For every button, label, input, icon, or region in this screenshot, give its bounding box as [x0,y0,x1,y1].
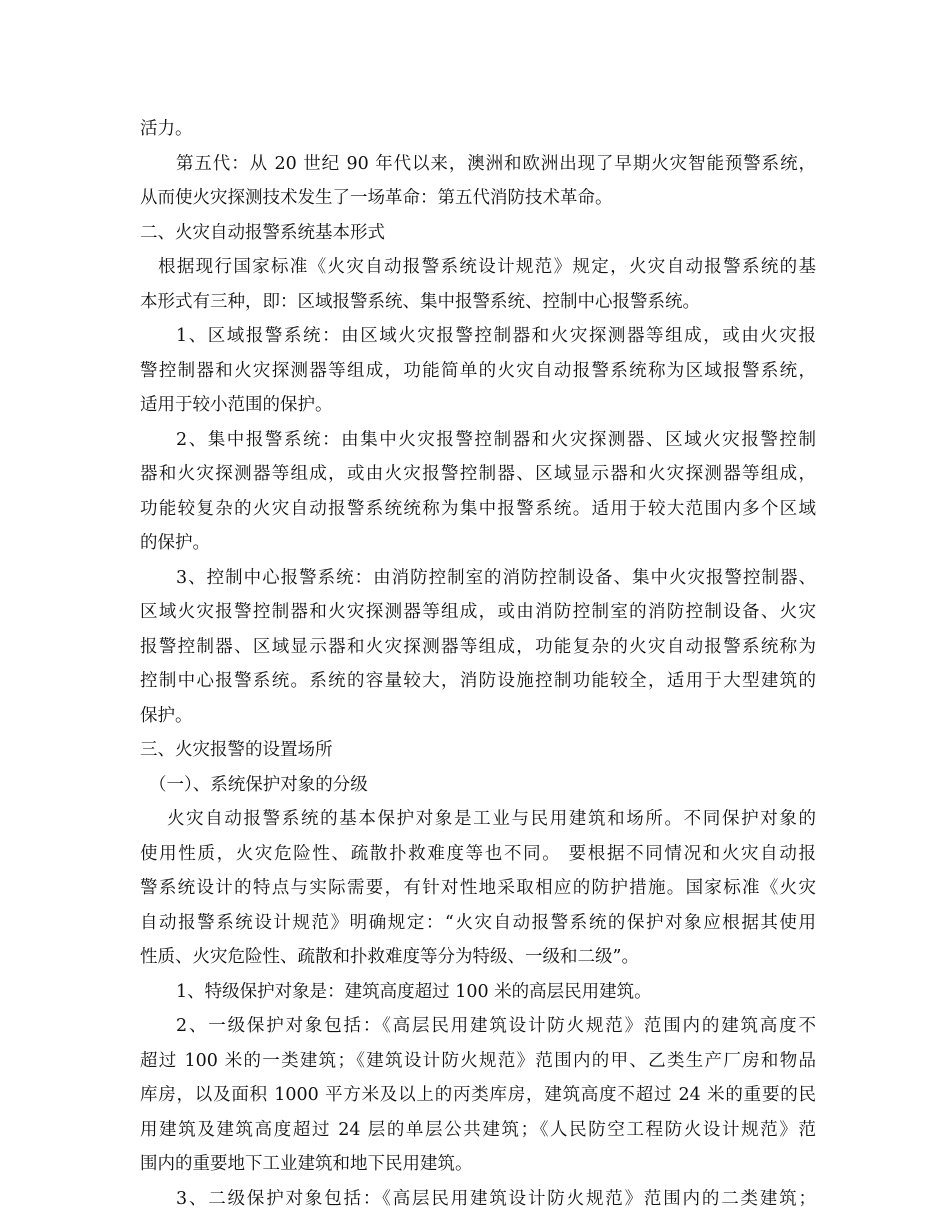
text-line: 3、二级保护对象包括：《高层民用建筑设计防火规范》范围内的二类建筑； [176,1188,816,1209]
text-line: 器和火灾探测器等组成，或由火灾报警控制器、区域显示器和火灾探测器等组成， [140,464,816,484]
text-line: 活力。 [140,119,193,139]
text-line: 区域火灾报警控制器和火灾探测器等组成，或由消防控制室的消防控制设备、火灾 [140,602,816,622]
text-line: 保护。 [140,705,193,726]
text-line: 1、区域报警系统：由区域火灾报警控制器和火灾探测器等组成，或由火灾报 [176,326,816,346]
text-line: 警系统设计的特点与实际需要，有针对性地采取相应的防护措施。国家标准《火灾 [140,878,816,898]
text-line: 报警控制器、区域显示器和火灾探测器等组成，功能复杂的火灾自动报警系统称为 [140,636,816,657]
text-line: 适用于较小范围的保护。 [140,395,333,415]
text-line: 自动报警系统设计规范》明确规定：“火灾自动报警系统的保护对象应根据其使用 [140,912,816,933]
document-body [140,112,816,1216]
text-line: 库房，以及面积 1000 平方米及以上的丙类库房，建筑高度不超过 24 米的重要的民 [140,1085,816,1105]
text-line: 1、特级保护对象是：建筑高度超过 100 米的高层民用建筑。 [176,981,652,1002]
text-line: 控制中心报警系统。系统的容量较大，消防设施控制功能较全，适用于大型建筑的 [140,671,816,691]
text-line: 本形式有三种，即：区域报警系统、集中报警系统、控制中心报警系统。 [140,291,700,312]
text-line: 火灾自动报警系统的基本保护对象是工业与民用建筑和场所。不同保护对象的 [167,809,816,829]
text-line: 2、集中报警系统：由集中火灾报警控制器和火灾探测器、区域火灾报警控制 [176,429,816,450]
text-line: 功能较复杂的火灾自动报警系统统称为集中报警系统。适用于较大范围内多个区域 [140,498,816,519]
text-line: 性质、火灾危险性、疏散和扑救难度等分为特级、一级和二级”。 [140,947,639,967]
text-line: 2、一级保护对象包括：《高层民用建筑设计防火规范》范围内的建筑高度不 [176,1016,816,1036]
text-line: 围内的重要地下工业建筑和地下民用建筑。 [140,1154,473,1174]
subsection-heading: （一）、系统保护对象的分级 [149,774,368,795]
text-line: 使用性质，火灾危险性、疏散扑救难度等也不同。 要根据不同情况和火灾自动报 [140,843,816,864]
section-heading: 二、火灾自动报警系统基本形式 [140,222,385,243]
section-heading: 三、火灾报警的设置场所 [140,740,333,760]
text-line: 警控制器和火灾探测器等组成，功能简单的火灾自动报警系统称为区域报警系统， [140,360,816,381]
text-line: 根据现行国家标准《火灾自动报警系统设计规范》规定，火灾自动报警系统的基 [158,257,816,277]
text-line: 3、控制中心报警系统：由消防控制室的消防控制设备、集中火灾报警控制器、 [176,567,816,588]
text-line: 第五代：从 20 世纪 90 年代以来，澳洲和欧洲出现了早期火灾智能预警系统， [176,153,816,174]
text-line: 的保护。 [140,533,210,553]
text-line: 用建筑及建筑高度超过 24 层的单层公共建筑；《人民防空工程防火设计规范》范 [140,1119,816,1140]
text-line: 超过 100 米的一类建筑；《建筑设计防火规范》范围内的甲、乙类生产厂房和物品 [140,1050,816,1071]
text-line: 从而使火灾探测技术发生了一场革命：第五代消防技术革命。 [140,188,613,208]
